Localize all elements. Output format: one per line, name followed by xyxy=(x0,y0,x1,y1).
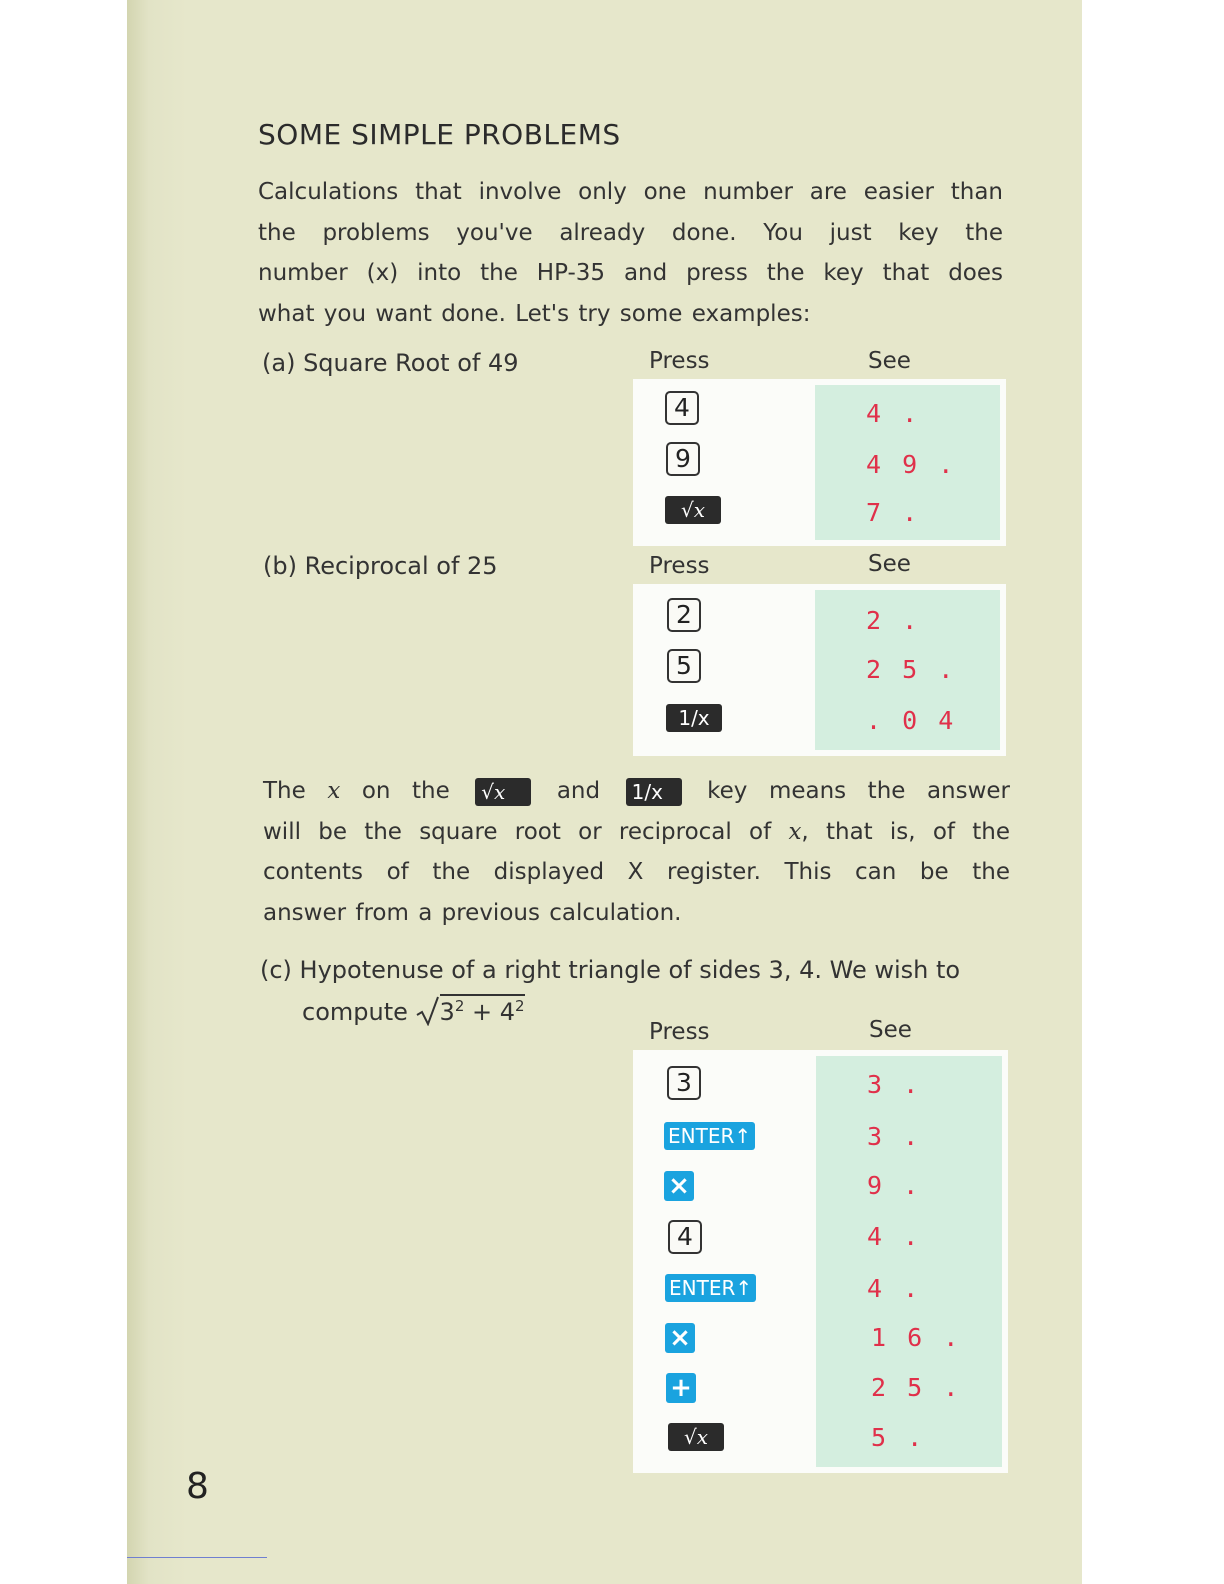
key-4: 4 xyxy=(665,391,699,425)
section-heading: SOME SIMPLE PROBLEMS xyxy=(258,118,621,151)
example-b-see-header: See xyxy=(868,551,911,577)
display-value: 7 . xyxy=(866,498,921,527)
formula-plus-4: + 4 xyxy=(464,998,515,1026)
example-a-press-header: Press xyxy=(649,348,710,374)
display-value: 4 . xyxy=(867,1222,922,1251)
enter-key-icon: ENTER↑ xyxy=(664,1122,755,1150)
explanation-line-1 xyxy=(263,771,1010,812)
example-b-press-header: Press xyxy=(649,553,710,579)
explanation-paragraph xyxy=(263,771,1010,933)
display-value: 4 9 . xyxy=(866,450,957,479)
key-5: 5 xyxy=(667,649,701,683)
display-value: 2 5 . xyxy=(866,655,957,684)
add-key-icon: + xyxy=(666,1373,696,1403)
enter-key-icon: ENTER↑ xyxy=(665,1274,756,1302)
variable-x: x xyxy=(327,778,341,804)
sqrt-key-icon: √x xyxy=(668,1423,724,1451)
formula-exponent: 2 xyxy=(454,997,465,1015)
example-b-table xyxy=(633,584,1006,756)
explanation-line-4: answer from a previous calculation. xyxy=(263,899,682,926)
example-c-press-header: Press xyxy=(649,1019,710,1045)
radicand xyxy=(440,994,525,1026)
text-on-the: on the xyxy=(361,778,450,804)
example-c-see-header: See xyxy=(869,1017,912,1043)
explanation-line-3: contents of the displayed X register. This can be the xyxy=(263,859,1010,885)
key-3: 3 xyxy=(667,1066,701,1100)
display-value: 3 . xyxy=(867,1070,922,1099)
display-value: 5 . xyxy=(871,1423,926,1452)
intro-line-3: number (x) into the HP-35 and press the key that does xyxy=(258,260,1003,286)
explanation-line-2 xyxy=(263,812,1010,853)
text-line2a: will be the square root or reciprocal of xyxy=(263,818,772,845)
radical-sign-icon xyxy=(416,996,440,1026)
display-value: 2 . xyxy=(866,606,921,635)
intro-line-2: the problems you've already done. You just key the xyxy=(258,219,1003,246)
example-a-table xyxy=(633,379,1006,546)
multiply-key-icon: × xyxy=(664,1171,694,1201)
sqrt-key-icon: √x xyxy=(475,778,531,806)
intro-paragraph xyxy=(258,172,1003,334)
display-value: 2 5 . xyxy=(871,1373,962,1402)
key-9: 9 xyxy=(666,442,700,476)
reciprocal-key-icon: 1/x xyxy=(626,778,682,806)
display-value: 9 . xyxy=(867,1171,922,1200)
display-value: 4 . xyxy=(866,399,921,428)
example-c-formula-line xyxy=(302,996,525,1026)
key-2: 2 xyxy=(667,598,701,632)
text-key-means: key means the answer xyxy=(707,778,1011,804)
page-number: 8 xyxy=(186,1466,209,1507)
sqrt-key-icon: √x xyxy=(665,496,721,524)
example-c-table xyxy=(633,1050,1008,1473)
text-compute: compute xyxy=(302,998,408,1026)
page-bottom-rule xyxy=(127,1557,267,1558)
intro-line-1: Calculations that involve only one number are easier than xyxy=(258,179,1003,205)
key-4: 4 xyxy=(668,1220,702,1254)
text-the: The xyxy=(263,778,306,804)
formula-base-3: 3 xyxy=(439,998,455,1026)
display-value: 3 . xyxy=(867,1122,922,1151)
example-a-see-header: See xyxy=(868,348,911,374)
example-a-label: (a) Square Root of 49 xyxy=(262,349,519,377)
multiply-key-icon: × xyxy=(665,1323,695,1353)
example-b-label: (b) Reciprocal of 25 xyxy=(263,552,498,580)
variable-x: x xyxy=(788,818,802,845)
intro-line-4: what you want done. Let's try some examples: xyxy=(258,300,811,327)
reciprocal-key-icon: 1/x xyxy=(666,704,722,732)
display-value: 4 . xyxy=(867,1274,922,1303)
example-c-label: (c) Hypotenuse of a right triangle of sides 3, 4. We wish to xyxy=(260,956,961,984)
display-value: 1 6 . xyxy=(871,1323,962,1352)
example-c-see-column xyxy=(816,1056,1002,1467)
formula-exponent: 2 xyxy=(515,997,525,1015)
display-value: . 0 4 xyxy=(866,706,957,735)
text-line2b: , that is, of the xyxy=(801,818,1010,845)
text-and: and xyxy=(556,778,601,804)
